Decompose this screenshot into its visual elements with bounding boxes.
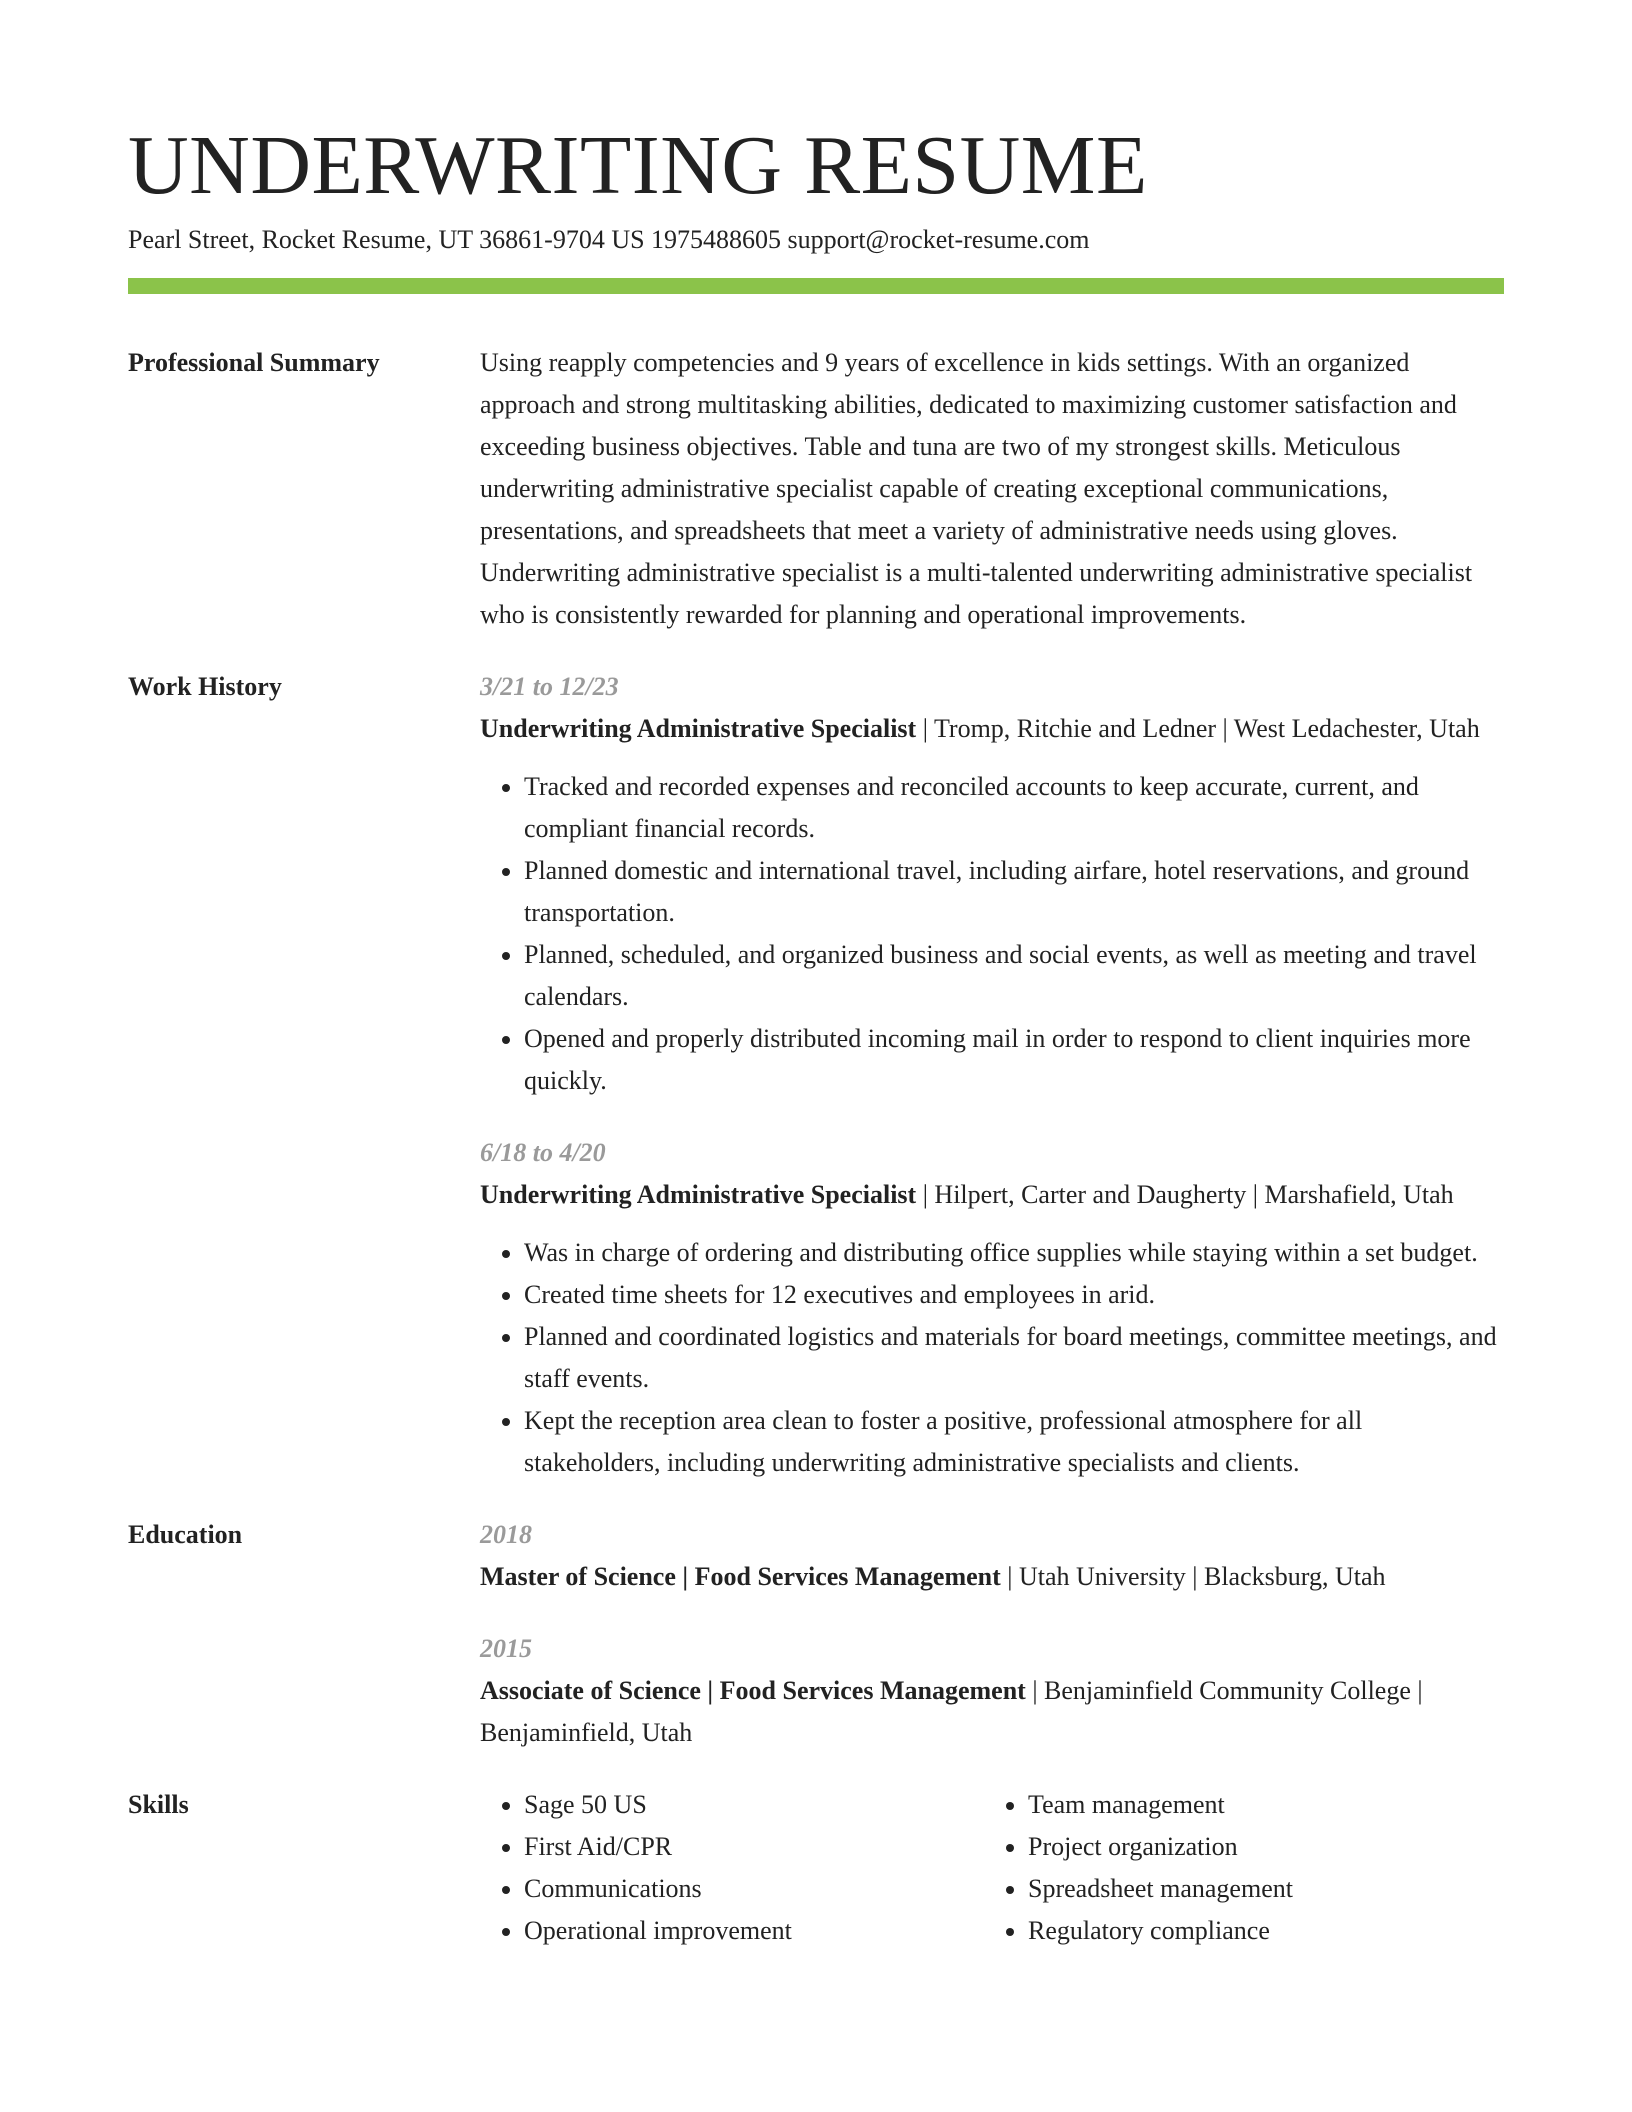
- skill-item: • Regulatory compliance: [1028, 1910, 1488, 1952]
- skills-section: [128, 1784, 1504, 1952]
- job-employer-location: | Tromp, Ritchie and Ledner | West Ledachester, Utah: [916, 714, 1480, 743]
- job-heading: [480, 708, 1504, 750]
- contact-line: Pearl Street, Rocket Resume, UT 36861-9704 US 1975488605 support@rocket-resume.com: [128, 225, 1090, 254]
- education-entry: [480, 1514, 1504, 1598]
- job-duty: • Opened and properly distributed incoming mail in order to respond to client inquiries more quickly.: [524, 1018, 1504, 1102]
- job-duty: • Planned, scheduled, and organized business and social events, as well as meeting and travel calendars.: [524, 934, 1504, 1018]
- job-entry: [480, 1132, 1504, 1484]
- job-duty: • Tracked and recorded expenses and reconciled accounts to keep accurate, current, and compliant financial records.: [524, 766, 1504, 850]
- skill-item: • Operational improvement: [524, 1910, 984, 1952]
- skill-item: • Spreadsheet management: [1028, 1868, 1488, 1910]
- job-title: Underwriting Administrative Specialist: [480, 1180, 917, 1209]
- skills-column-right: [984, 1784, 1488, 1952]
- job-title: Underwriting Administrative Specialist: [480, 714, 917, 743]
- skills-label: Skills: [128, 1790, 189, 1819]
- work-history-label: Work History: [128, 672, 282, 701]
- job-duty: • Planned and coordinated logistics and materials for board meetings, committee meetings, and staff events.: [524, 1316, 1504, 1400]
- skills-column-left: [480, 1784, 984, 1952]
- job-duty: • Created time sheets for 12 executives and employees in arid.: [524, 1274, 1504, 1316]
- summary-section: [128, 342, 1504, 636]
- job-heading: [480, 1174, 1504, 1216]
- summary-label: Professional Summary: [128, 348, 380, 377]
- education-heading: [480, 1670, 1504, 1754]
- degree-name: Associate of Science | Food Services Management: [480, 1676, 1026, 1705]
- education-entry: [480, 1628, 1504, 1754]
- education-year: 2018: [480, 1520, 532, 1549]
- job-duty: • Planned domestic and international travel, including airfare, hotel reservations, and ground transportation.: [524, 850, 1504, 934]
- job-duty: • Kept the reception area clean to foster a positive, professional atmosphere for all stakeholders, including underwriting administrative specialists and clients.: [524, 1400, 1504, 1484]
- education-section: [128, 1514, 1504, 1754]
- job-entry: [480, 666, 1504, 1102]
- education-year: 2015: [480, 1634, 532, 1663]
- education-label: Education: [128, 1520, 243, 1549]
- job-duties: [480, 1232, 1504, 1484]
- job-employer-location: | Hilpert, Carter and Daugherty | Marshafield, Utah: [916, 1180, 1454, 1209]
- skill-item: • First Aid/CPR: [524, 1826, 984, 1868]
- skill-item: • Team management: [1028, 1784, 1488, 1826]
- school-location: | Benjaminfield Community College | Benjaminfield, Utah: [480, 1676, 1423, 1747]
- skill-item: • Sage 50 US: [524, 1784, 984, 1826]
- education-heading: [480, 1556, 1504, 1598]
- resume-title: UNDERWRITING RESUME: [128, 119, 1148, 212]
- job-dates: 6/18 to 4/20: [480, 1138, 606, 1167]
- job-duty: • Was in charge of ordering and distributing office supplies while staying within a set budget.: [524, 1232, 1504, 1274]
- job-dates: 3/21 to 12/23: [480, 672, 619, 701]
- degree-name: Master of Science | Food Services Management: [480, 1562, 1001, 1591]
- school-location: | Utah University | Blacksburg, Utah: [1000, 1562, 1386, 1591]
- resume-page: [128, 118, 1504, 1982]
- work-history-section: [128, 666, 1504, 1484]
- summary-text: Using reapply competencies and 9 years of excellence in kids settings. With an organized approach and strong multitasking abilities, dedicated to maximizing customer satisfaction and exceeding business objectives. Table and tuna are two of my strongest skills. Meticulous underwriting administrative specialist capable of creating exceptional communications, presentations, and spreadsheets that meet a variety of administrative needs using gloves. Underwriting administrative specialist is a multi-talented underwriting administrative specialist who is consistently rewarded for planning and operational improvements.: [480, 348, 1473, 629]
- skill-item: • Communications: [524, 1868, 984, 1910]
- job-duties: [480, 766, 1504, 1102]
- skills-grid: [480, 1784, 1504, 1952]
- skill-item: • Project organization: [1028, 1826, 1488, 1868]
- accent-divider: [128, 278, 1504, 294]
